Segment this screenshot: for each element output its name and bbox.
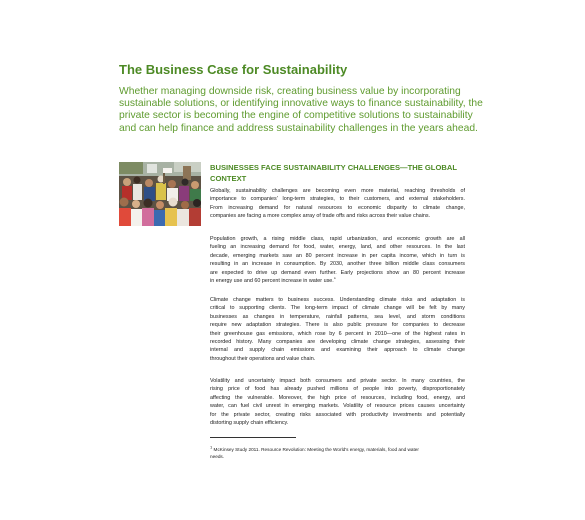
body-line-text: in energy use and 60 percent increase in water use. bbox=[210, 278, 334, 285]
body-line: for the private sector, creating risks associated with productivity investments and potentially bbox=[210, 411, 465, 418]
intro-line: Whether managing downside risk, creating business value by incorporating bbox=[119, 86, 461, 97]
body-line: rising price of food has already pushed millions of people into poverty, disproportionately bbox=[210, 386, 465, 393]
body-paragraph-3 bbox=[210, 296, 465, 363]
body-line: importance to companies' long-term strategies, to their customers, and external stakeholders. bbox=[210, 196, 465, 203]
document-title: The Business Case for Sustainability bbox=[119, 62, 348, 77]
body-paragraph-4 bbox=[210, 377, 465, 427]
body-line: decade, emerging markets saw an 80 percent increase in per capita income, which in turn is bbox=[210, 252, 465, 259]
body-line-last bbox=[210, 277, 465, 285]
body-line: resulting in an increase in consumption. By 2030, another three billion middle class consumers bbox=[210, 261, 465, 268]
body-line: distorting supply chain efficiency. bbox=[210, 420, 289, 427]
body-line: businesses as changes in temperature, rainfall patterns, sea level, and storm conditions bbox=[210, 313, 465, 320]
footnote-text: McKinsey Study 2011. Resource Revolution: Meeting the World's energy, materials, food and water bbox=[213, 447, 419, 452]
intro-paragraph bbox=[119, 86, 483, 135]
body-line: Globally, sustainability challenges are becoming even more material, reaching thresholds of bbox=[210, 188, 465, 194]
body-line: are expected to drive up demand even further. Early projections show an 80 percent increase bbox=[210, 269, 465, 276]
intro-line: sustainable solutions, or identifying innovative ways to finance sustainability, the bbox=[119, 98, 483, 110]
body-line: Population growth, a rising middle class, rapid urbanization, and economic growth are all bbox=[210, 236, 465, 242]
body-line: recorded history. Many companies are developing climate change strategies, assessing their bbox=[210, 339, 465, 346]
body-line: critical to supporting clients. The long-term impact of climate change will be felt by many bbox=[210, 305, 465, 312]
body-line: internal and supply chain emissions and examining their approach to climate change bbox=[210, 347, 465, 354]
body-line: require new adaptation strategies. There is also public pressure for companies to decrease bbox=[210, 322, 465, 329]
body-line: affecting the vulnerable. Moreover, the high price of resources, including food, energy, and bbox=[210, 394, 465, 401]
footnote-line-2: needs. bbox=[210, 453, 225, 459]
body-paragraph-2 bbox=[210, 235, 465, 285]
body-paragraph-1 bbox=[210, 187, 465, 221]
intro-line: and can help finance and address sustainability challenges in the years ahead. bbox=[119, 122, 478, 134]
body-line: fueling an increasing demand for food, water, energy, land, and other resources. In the last bbox=[210, 244, 465, 251]
body-line: Climate change matters to business success. Understanding climate risks and adaptation is bbox=[210, 297, 465, 303]
footnote-line bbox=[210, 444, 465, 454]
body-line: water, can fuel civil unrest in emerging markets. Volatility of resource prices causes uncertainty bbox=[210, 403, 465, 410]
footnote-number: 1 bbox=[210, 444, 213, 450]
body-line: From increasing demand for natural resources to economic disparity to climate change, bbox=[210, 204, 465, 211]
body-line: Volatility and uncertainty impact both consumers and private sector. In many countries, the bbox=[210, 378, 465, 384]
body-line: throughout their operations and value chain. bbox=[210, 355, 316, 362]
section-heading: BUSINESSES FACE SUSTAINABILITY CHALLENGES—THE GLOBAL CONTEXT bbox=[210, 163, 457, 183]
footnote-reference: 1 bbox=[333, 277, 336, 281]
intro-line: private sector is becoming the engine of competitive solutions to sustainability bbox=[119, 110, 473, 122]
body-line: companies are facing a more complex array of trade offs and risks across their value chains. bbox=[210, 213, 431, 220]
crowd-photo-image bbox=[119, 162, 201, 226]
crowd-photo bbox=[119, 162, 201, 226]
footnote bbox=[210, 444, 465, 460]
footnote-divider bbox=[210, 437, 296, 438]
body-line: their greenhouse gas emissions, which rose by 6 percent in 2010—one of the highest rates in bbox=[210, 330, 465, 337]
